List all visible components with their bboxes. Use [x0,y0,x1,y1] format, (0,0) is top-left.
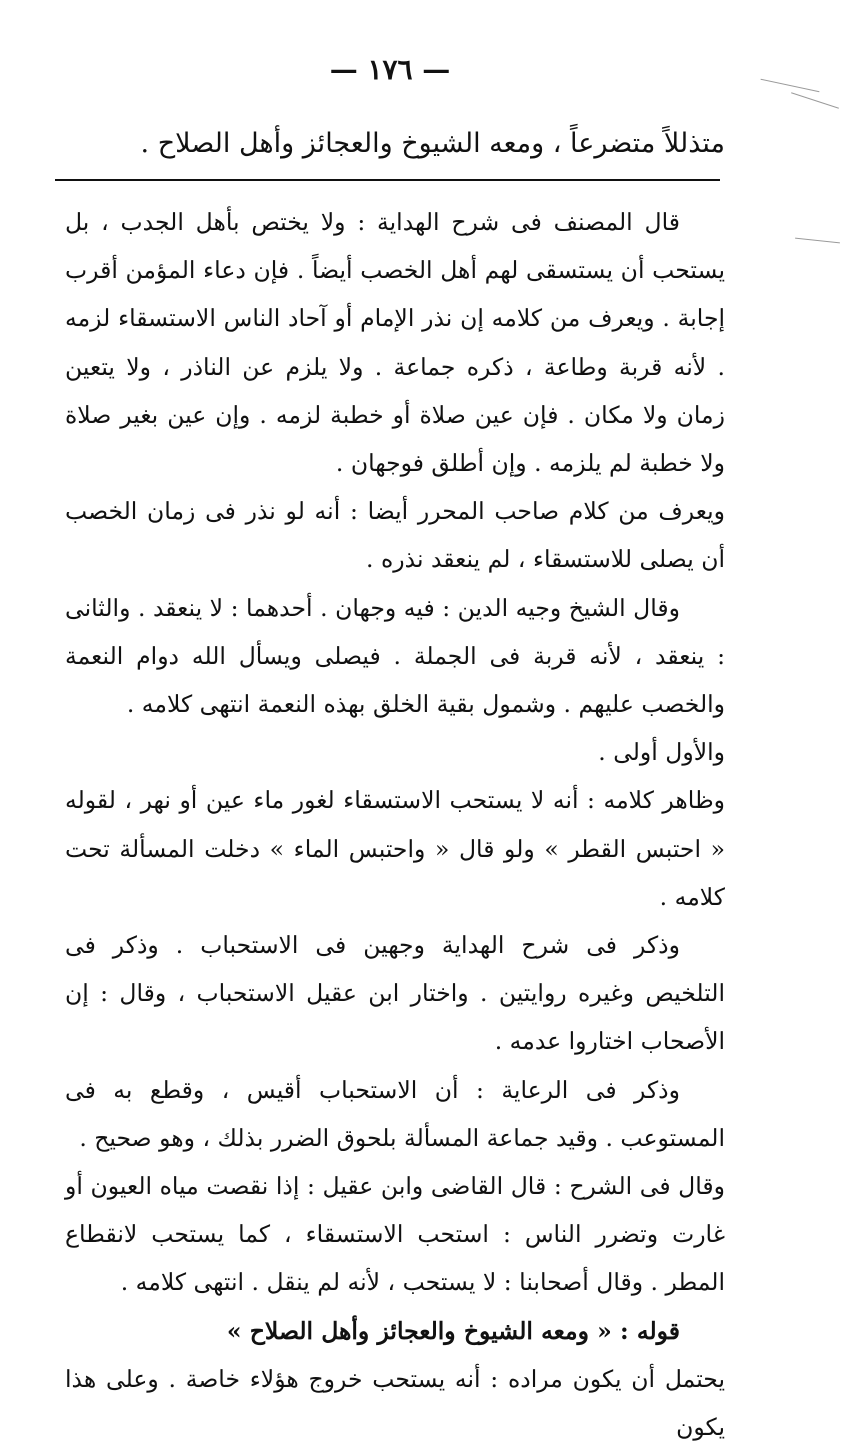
main-text [65,198,725,1451]
paragraph: وقال فى الشرح : قال القاضى وابن عقيل : إذا نقصت مياه العيون أو غارت وتضرر الناس : استحب الاستسقاء ، كما يستحب لانقطاع المطر . وقال أصحابنا : لا يستحب ، لأنه لم ينقل . انتهى كلامه . [65,1172,725,1297]
continuation-line: متذللاً متضرعاً ، ومعه الشيوخ والعجائز وأهل الصلاح . [140,128,725,159]
page-edge-mark [761,79,820,92]
paragraph: والأول أولى . [598,738,725,767]
quoted-heading: قوله : « ومعه الشيوخ والعجائز وأهل الصلاح » [226,1316,680,1345]
paragraph: وقال الشيخ وجيه الدين : فيه وجهان . أحدهما : لا ينعقد . والثانى : ينعقد ، لأنه قربة فى الجملة . فيصلى ويسأل الله دوام النعمة والخصب عليهم . وشمول بقية الخلق بهذه النعمة انتهى كلامه . [65,593,725,719]
paragraph: ويعرف من كلام صاحب المحرر أيضا : أنه لو نذر فى زمان الخصب أن يصلى للاستسقاء ، لم ينعقد نذره . [65,497,725,574]
page-edge-mark [795,238,840,244]
paragraph: يحتمل أن يكون مراده : أنه يستحب خروج هؤلاء خاصة . وعلى هذا يكون [65,1364,725,1442]
paragraph: وذكر فى الرعاية : أن الاستحباب أقيس ، وقطع به فى المستوعب . وقيد جماعة المسألة بلحوق الضرر بذلك ، وهو صحيح . [65,1075,725,1152]
paragraph: وظاهر كلامه : أنه لا يستحب الاستسقاء لغور ماء عين أو نهر ، لقوله « احتبس القطر » ولو قال « واحتبس الماء » دخلت المسألة تحت كلامه . [65,786,725,911]
paragraph: وذكر فى شرح الهداية وجهين فى الاستحباب . وذكر فى التلخيص وغيره روايتين . واختار ابن عقيل الاستحباب ، وقال : إن الأصحاب اختاروا عدمه . [65,931,725,1056]
header-rule [55,179,720,181]
page-number: — ١٧٦ — [329,53,451,86]
paragraph: قال المصنف فى شرح الهداية : ولا يختص بأهل الجدب ، بل يستحب أن يستسقى لهم أهل الخصب أيضاً . فإن دعاء المؤمن أقرب إجابة . ويعرف من كلامه إن نذر الإمام أو آحاد الناس الاستسقاء لزمه . لأنه قربة وطاعة ، ذكره جماعة . ولا يلزم عن الناذر ، ولا يتعين زمان ولا مكان . فإن عين صلاة أو خطبة لزمه . وإن عين بغير صلاة ولا خطبة لم يلزمه . وإن أطلق فوجهان . [65,208,725,478]
page-edge-mark [791,92,839,108]
